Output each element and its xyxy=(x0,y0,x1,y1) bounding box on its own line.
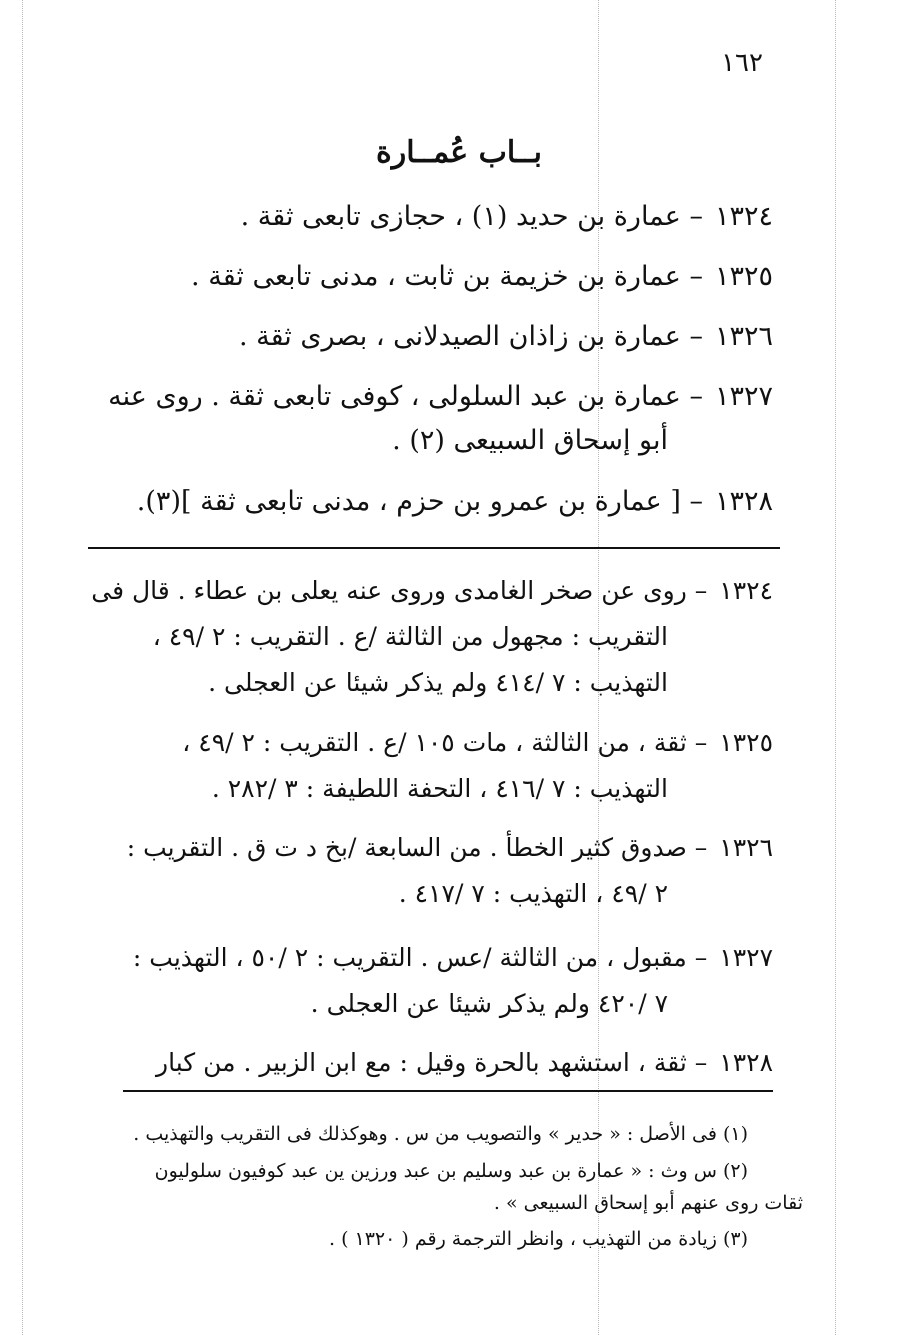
footnote-continuation: ثقات روى عنهم أبو إسحاق السبيعى » . xyxy=(493,1192,803,1214)
entry xyxy=(80,195,773,239)
note-text: – صدوق كثير الخطأ . من السابعة /بخ د ت ق . التقريب : xyxy=(126,833,708,862)
note-text-continuation: التهذيب : ٧ /٤١٤ ولم يذكر شيئا عن العجلى . xyxy=(208,668,668,697)
entry-text: – عمارة بن زاذان الصيدلانى ، بصرى ثقة . xyxy=(238,321,703,352)
note-number: ١٣٢٥ xyxy=(719,728,773,757)
chapter-title: بــاب عُمــارة xyxy=(376,135,542,170)
note xyxy=(88,935,773,1027)
note-text-continuation: التهذيب : ٧ /٤١٦ ، التحفة اللطيفة : ٣ /٢٨٢ . xyxy=(211,774,668,803)
footnote: (٣) زيادة من التهذيب ، وانظر الترجمة رقم ( ١٣٢٠ ) . xyxy=(328,1228,748,1250)
footnotes-separator xyxy=(123,1090,773,1092)
entry xyxy=(80,375,773,463)
note-number: ١٣٢٧ xyxy=(719,943,773,972)
note-text: – روى عن صخر الغامدى وروى عنه يعلى بن عطاء . قال فى xyxy=(91,576,708,605)
entry-number: ١٣٢٦ xyxy=(714,321,773,352)
entry-text-continuation: أبو إسحاق السبيعى (٢) . xyxy=(392,425,668,456)
note-text-continuation: ٢ /٤٩ ، التهذيب : ٧ /٤١٧ . xyxy=(398,879,668,908)
entry-text: – عمارة بن حديد (١) ، حجازى تابعى ثقة . xyxy=(240,201,703,232)
notes-separator xyxy=(88,547,780,549)
entry xyxy=(80,315,773,359)
entry-text: – عمارة بن عبد السلولى ، كوفى تابعى ثقة . روى عنه xyxy=(108,381,703,412)
note xyxy=(88,1040,773,1086)
entry xyxy=(80,480,773,524)
note-number: ١٣٢٤ xyxy=(719,576,773,605)
note-text: – ثقة ، من الثالثة ، مات ١٠٥ /ع . التقريب : ٢ /٤٩ ، xyxy=(182,728,708,757)
footnote: (٢) س وث : « عمارة بن عبد وسليم بن عبد ورزين ين عبد كوفيون سلوليون xyxy=(154,1160,748,1182)
note-text-continuation: التقريب : مجهول من الثالثة /ع . التقريب : ٢ /٤٩ ، xyxy=(152,622,668,651)
entry-text: – عمارة بن خزيمة بن ثابت ، مدنى تابعى ثقة . xyxy=(191,261,703,292)
footnote: (١) فى الأصل : « حدير » والتصويب من س . وهوكذلك فى التقريب والتهذيب . xyxy=(133,1123,748,1145)
entry-number: ١٣٢٨ xyxy=(714,486,773,517)
note-text-continuation: ٧ /٤٢٠ ولم يذكر شيئا عن العجلى . xyxy=(310,989,668,1018)
page-number: ١٦٢ xyxy=(721,48,763,78)
note xyxy=(88,825,773,917)
entry-number: ١٣٢٥ xyxy=(714,261,773,292)
note-text: – ثقة ، استشهد بالحرة وقيل : مع ابن الزبير . من كبار xyxy=(156,1048,708,1077)
scan-guide-line xyxy=(835,0,836,1335)
entry-number: ١٣٢٧ xyxy=(714,381,773,412)
entry-number: ١٣٢٤ xyxy=(714,201,773,232)
scan-guide-line xyxy=(22,0,23,1335)
note-number: ١٣٢٦ xyxy=(719,833,773,862)
note-number: ١٣٢٨ xyxy=(719,1048,773,1077)
note xyxy=(88,568,773,706)
note-text: – مقبول ، من الثالثة /عس . التقريب : ٢ /٥٠ ، التهذيب : xyxy=(132,943,708,972)
entry-text: – [ عمارة بن عمرو بن حزم ، مدنى تابعى ثقة ](٣). xyxy=(136,486,703,517)
entry xyxy=(80,255,773,299)
note xyxy=(88,720,773,812)
